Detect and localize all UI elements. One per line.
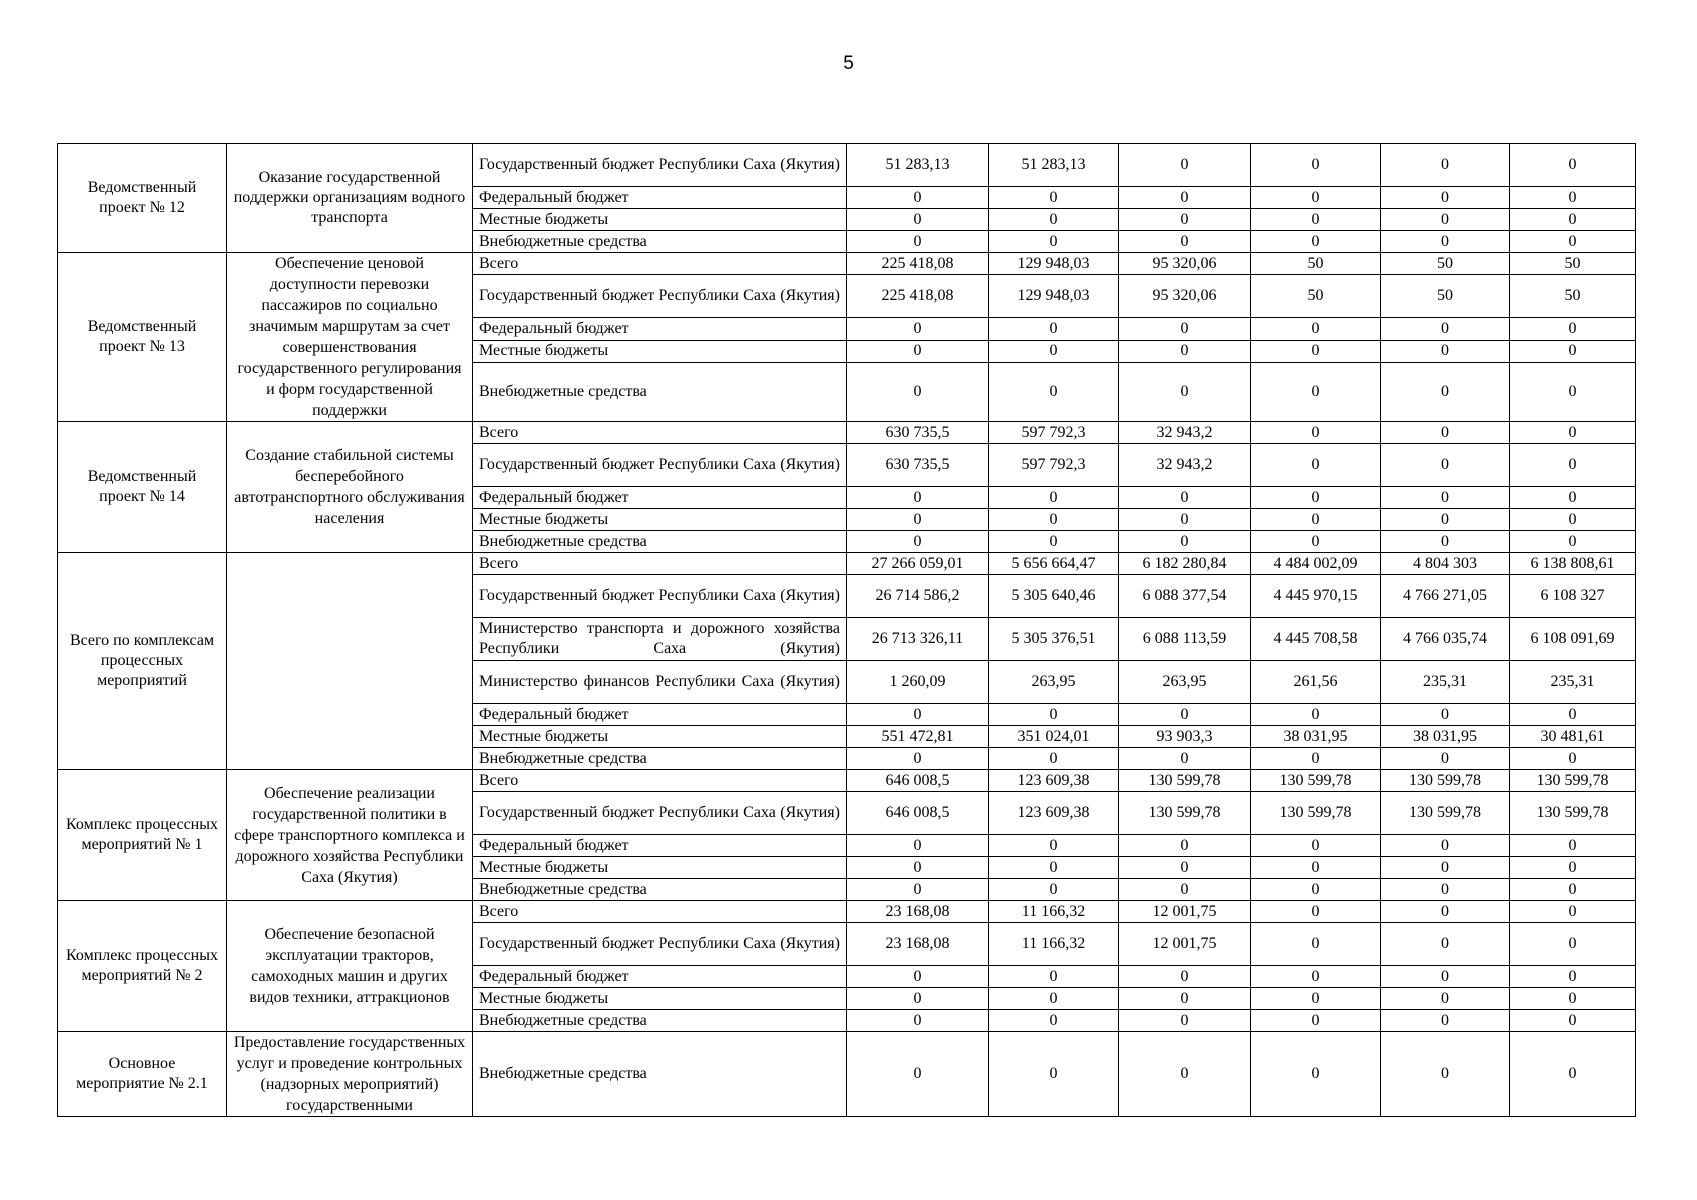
amount-cell: 0	[989, 857, 1119, 879]
amount-cell: 130 599,78	[1510, 792, 1636, 835]
amount-cell: 26 713 326,11	[847, 618, 989, 661]
amount-cell: 0	[1381, 509, 1510, 531]
amount-cell: 95 320,06	[1119, 253, 1251, 275]
amount-cell: 0	[1381, 704, 1510, 726]
amount-cell: 0	[1251, 1010, 1381, 1032]
amount-cell: 0	[989, 487, 1119, 509]
funding-source-cell: Государственный бюджет Республики Саха (Якутия)	[473, 792, 847, 835]
amount-cell: 0	[989, 835, 1119, 857]
amount-cell: 0	[1381, 1010, 1510, 1032]
amount-cell: 0	[989, 509, 1119, 531]
funding-source-cell: Всего	[473, 422, 847, 444]
amount-cell: 130 599,78	[1381, 792, 1510, 835]
amount-cell: 0	[989, 209, 1119, 231]
program-cell: Комплекс процессных мероприятий № 1	[58, 770, 227, 901]
table-row	[58, 144, 1636, 187]
amount-cell: 0	[1510, 966, 1636, 988]
table-row	[58, 422, 1636, 444]
amount-cell: 23 168,08	[847, 901, 989, 923]
amount-cell: 263,95	[989, 661, 1119, 704]
amount-cell: 0	[989, 748, 1119, 770]
amount-cell: 123 609,38	[989, 770, 1119, 792]
amount-cell: 0	[1510, 144, 1636, 187]
amount-cell: 0	[847, 487, 989, 509]
amount-cell: 0	[847, 835, 989, 857]
amount-cell: 0	[1510, 704, 1636, 726]
amount-cell: 6 108 091,69	[1510, 618, 1636, 661]
funding-source-cell: Государственный бюджет Республики Саха (Якутия)	[473, 275, 847, 318]
funding-source-cell: Федеральный бюджет	[473, 704, 847, 726]
amount-cell: 0	[1119, 231, 1251, 253]
amount-cell: 11 166,32	[989, 901, 1119, 923]
amount-cell: 23 168,08	[847, 923, 989, 966]
funding-source-cell: Внебюджетные средства	[473, 531, 847, 553]
amount-cell: 0	[1381, 879, 1510, 901]
amount-cell: 38 031,95	[1381, 726, 1510, 748]
program-name-cell	[227, 553, 473, 770]
amount-cell: 4 766 035,74	[1381, 618, 1510, 661]
amount-cell: 4 484 002,09	[1251, 553, 1381, 575]
funding-source-cell: Всего	[473, 253, 847, 275]
amount-cell: 0	[1251, 422, 1381, 444]
budget-table	[57, 143, 1636, 1117]
amount-cell: 0	[1510, 857, 1636, 879]
amount-cell: 130 599,78	[1381, 770, 1510, 792]
amount-cell: 0	[847, 209, 989, 231]
amount-cell: 0	[1251, 857, 1381, 879]
amount-cell: 0	[1381, 231, 1510, 253]
amount-cell: 0	[1381, 988, 1510, 1010]
amount-cell: 0	[847, 879, 989, 901]
funding-source-cell: Федеральный бюджет	[473, 966, 847, 988]
amount-cell: 50	[1510, 253, 1636, 275]
amount-cell: 4 766 271,05	[1381, 575, 1510, 618]
amount-cell: 0	[989, 187, 1119, 209]
program-cell: Всего по комплексам процессных мероприятий	[58, 553, 227, 770]
amount-cell: 0	[1510, 209, 1636, 231]
amount-cell: 0	[1251, 362, 1381, 421]
table-row	[58, 901, 1636, 923]
amount-cell: 130 599,78	[1251, 770, 1381, 792]
amount-cell: 0	[1251, 487, 1381, 509]
amount-cell: 130 599,78	[1119, 770, 1251, 792]
amount-cell: 0	[847, 704, 989, 726]
amount-cell: 0	[989, 231, 1119, 253]
amount-cell: 11 166,32	[989, 923, 1119, 966]
program-name-cell: Оказание государственной поддержки организациям водного транспорта	[227, 144, 473, 253]
amount-cell: 0	[847, 531, 989, 553]
amount-cell: 123 609,38	[989, 792, 1119, 835]
amount-cell: 0	[1251, 966, 1381, 988]
amount-cell: 32 943,2	[1119, 422, 1251, 444]
amount-cell: 0	[989, 531, 1119, 553]
amount-cell: 0	[1119, 1032, 1251, 1117]
amount-cell: 235,31	[1381, 661, 1510, 704]
amount-cell: 0	[1119, 704, 1251, 726]
amount-cell: 0	[989, 362, 1119, 421]
amount-cell: 0	[847, 187, 989, 209]
funding-source-cell: Министерство финансов Республики Саха (Якутия)	[473, 661, 847, 704]
amount-cell: 0	[1251, 187, 1381, 209]
amount-cell: 0	[847, 748, 989, 770]
amount-cell: 0	[847, 857, 989, 879]
amount-cell: 0	[1381, 209, 1510, 231]
table-row	[58, 553, 1636, 575]
amount-cell: 0	[1381, 923, 1510, 966]
amount-cell: 0	[1381, 901, 1510, 923]
amount-cell: 0	[847, 988, 989, 1010]
amount-cell: 646 008,5	[847, 770, 989, 792]
amount-cell: 0	[989, 879, 1119, 901]
amount-cell: 1 260,09	[847, 661, 989, 704]
amount-cell: 0	[1251, 704, 1381, 726]
amount-cell: 0	[1251, 531, 1381, 553]
amount-cell: 0	[1251, 748, 1381, 770]
funding-source-cell: Всего	[473, 770, 847, 792]
amount-cell: 351 024,01	[989, 726, 1119, 748]
amount-cell: 0	[1381, 748, 1510, 770]
funding-source-cell: Местные бюджеты	[473, 988, 847, 1010]
amount-cell: 597 792,3	[989, 422, 1119, 444]
funding-source-cell: Государственный бюджет Республики Саха (Якутия)	[473, 575, 847, 618]
funding-source-cell: Местные бюджеты	[473, 726, 847, 748]
funding-source-cell: Местные бюджеты	[473, 509, 847, 531]
amount-cell: 0	[1251, 901, 1381, 923]
amount-cell: 225 418,08	[847, 275, 989, 318]
amount-cell: 0	[1119, 857, 1251, 879]
program-name-cell: Обеспечение ценовой доступности перевозки пассажиров по социально значимым маршрутам за счет совершенствования государственного регулирования и форм государственной поддержки	[227, 253, 473, 422]
amount-cell: 0	[1119, 1010, 1251, 1032]
amount-cell: 0	[847, 509, 989, 531]
amount-cell: 0	[1381, 187, 1510, 209]
amount-cell: 4 804 303	[1381, 553, 1510, 575]
funding-source-cell: Федеральный бюджет	[473, 487, 847, 509]
amount-cell: 0	[847, 362, 989, 421]
amount-cell: 5 305 376,51	[989, 618, 1119, 661]
program-cell: Комплекс процессных мероприятий № 2	[58, 901, 227, 1032]
budget-table-body	[58, 144, 1636, 1117]
amount-cell: 0	[1381, 487, 1510, 509]
amount-cell: 597 792,3	[989, 444, 1119, 487]
program-name-cell: Создание стабильной системы бесперебойного автотранспортного обслуживания населения	[227, 422, 473, 553]
funding-source-cell: Министерство транспорта и дорожного хозяйства Республики Саха (Якутия)	[473, 618, 847, 661]
amount-cell: 235,31	[1510, 661, 1636, 704]
amount-cell: 0	[1381, 835, 1510, 857]
amount-cell: 0	[1381, 340, 1510, 362]
amount-cell: 0	[989, 318, 1119, 340]
funding-source-cell: Внебюджетные средства	[473, 362, 847, 421]
amount-cell: 129 948,03	[989, 253, 1119, 275]
amount-cell: 630 735,5	[847, 422, 989, 444]
program-name-cell: Обеспечение безопасной эксплуатации тракторов, самоходных машин и других видов техники, аттракционов	[227, 901, 473, 1032]
amount-cell: 0	[1251, 318, 1381, 340]
amount-cell: 0	[989, 1010, 1119, 1032]
amount-cell: 130 599,78	[1119, 792, 1251, 835]
amount-cell: 95 320,06	[1119, 275, 1251, 318]
amount-cell: 0	[1510, 879, 1636, 901]
amount-cell: 0	[1119, 362, 1251, 421]
amount-cell: 0	[989, 704, 1119, 726]
amount-cell: 0	[1251, 340, 1381, 362]
amount-cell: 6 108 327	[1510, 575, 1636, 618]
amount-cell: 50	[1381, 253, 1510, 275]
table-row	[58, 1032, 1636, 1117]
amount-cell: 12 001,75	[1119, 901, 1251, 923]
program-cell: Ведомственный проект № 12	[58, 144, 227, 253]
funding-source-cell: Внебюджетные средства	[473, 1010, 847, 1032]
amount-cell: 5 656 664,47	[989, 553, 1119, 575]
amount-cell: 130 599,78	[1251, 792, 1381, 835]
amount-cell: 0	[847, 1032, 989, 1117]
amount-cell: 0	[1119, 531, 1251, 553]
amount-cell: 0	[1119, 835, 1251, 857]
amount-cell: 0	[1119, 988, 1251, 1010]
amount-cell: 0	[847, 966, 989, 988]
amount-cell: 0	[1381, 144, 1510, 187]
amount-cell: 263,95	[1119, 661, 1251, 704]
amount-cell: 0	[847, 1010, 989, 1032]
funding-source-cell: Внебюджетные средства	[473, 231, 847, 253]
amount-cell: 6 088 377,54	[1119, 575, 1251, 618]
amount-cell: 646 008,5	[847, 792, 989, 835]
program-cell: Основное мероприятие № 2.1	[58, 1032, 227, 1117]
amount-cell: 93 903,3	[1119, 726, 1251, 748]
funding-source-cell: Местные бюджеты	[473, 857, 847, 879]
amount-cell: 0	[1510, 340, 1636, 362]
amount-cell: 50	[1251, 275, 1381, 318]
amount-cell: 0	[1381, 318, 1510, 340]
funding-source-cell: Местные бюджеты	[473, 340, 847, 362]
amount-cell: 38 031,95	[1251, 726, 1381, 748]
amount-cell: 0	[1119, 879, 1251, 901]
amount-cell: 0	[1381, 966, 1510, 988]
amount-cell: 51 283,13	[847, 144, 989, 187]
amount-cell: 0	[1251, 923, 1381, 966]
amount-cell: 30 481,61	[1510, 726, 1636, 748]
amount-cell: 0	[1251, 144, 1381, 187]
amount-cell: 551 472,81	[847, 726, 989, 748]
amount-cell: 6 138 808,61	[1510, 553, 1636, 575]
table-row	[58, 253, 1636, 275]
amount-cell: 0	[989, 966, 1119, 988]
amount-cell: 0	[1510, 901, 1636, 923]
amount-cell: 32 943,2	[1119, 444, 1251, 487]
funding-source-cell: Государственный бюджет Республики Саха (Якутия)	[473, 144, 847, 187]
amount-cell: 225 418,08	[847, 253, 989, 275]
amount-cell: 0	[1510, 923, 1636, 966]
page-number: 5	[843, 53, 854, 74]
funding-source-cell: Всего	[473, 901, 847, 923]
program-name-cell: Предоставление государственных услуг и проведение контрольных (надзорных мероприятий) государственными	[227, 1032, 473, 1117]
amount-cell: 0	[1510, 531, 1636, 553]
amount-cell: 0	[1119, 966, 1251, 988]
amount-cell: 51 283,13	[989, 144, 1119, 187]
amount-cell: 0	[1119, 318, 1251, 340]
amount-cell: 6 182 280,84	[1119, 553, 1251, 575]
amount-cell: 0	[1251, 1032, 1381, 1117]
amount-cell: 130 599,78	[1510, 770, 1636, 792]
amount-cell: 0	[1510, 487, 1636, 509]
funding-source-cell: Федеральный бюджет	[473, 318, 847, 340]
amount-cell: 0	[1510, 1032, 1636, 1117]
amount-cell: 50	[1381, 275, 1510, 318]
amount-cell: 26 714 586,2	[847, 575, 989, 618]
amount-cell: 0	[989, 340, 1119, 362]
amount-cell: 0	[1510, 231, 1636, 253]
amount-cell: 0	[1510, 444, 1636, 487]
amount-cell: 0	[1251, 209, 1381, 231]
amount-cell: 50	[1251, 253, 1381, 275]
funding-source-cell: Государственный бюджет Республики Саха (Якутия)	[473, 444, 847, 487]
amount-cell: 0	[1510, 1010, 1636, 1032]
amount-cell: 0	[1510, 509, 1636, 531]
amount-cell: 4 445 970,15	[1251, 575, 1381, 618]
amount-cell: 0	[1119, 487, 1251, 509]
table-row	[58, 770, 1636, 792]
amount-cell: 0	[1251, 879, 1381, 901]
amount-cell: 0	[1381, 444, 1510, 487]
amount-cell: 0	[847, 231, 989, 253]
amount-cell: 12 001,75	[1119, 923, 1251, 966]
amount-cell: 0	[1381, 362, 1510, 421]
amount-cell: 0	[847, 340, 989, 362]
amount-cell: 0	[1510, 748, 1636, 770]
amount-cell: 0	[1381, 1032, 1510, 1117]
program-name-cell: Обеспечение реализации государственной политики в сфере транспортного комплекса и дорожного хозяйства Республики Саха (Якутия)	[227, 770, 473, 901]
amount-cell: 0	[1251, 444, 1381, 487]
amount-cell: 0	[1251, 835, 1381, 857]
amount-cell: 0	[989, 1032, 1119, 1117]
program-cell: Ведомственный проект № 13	[58, 253, 227, 422]
amount-cell: 0	[1119, 748, 1251, 770]
funding-source-cell: Местные бюджеты	[473, 209, 847, 231]
amount-cell: 0	[1119, 340, 1251, 362]
funding-source-cell: Всего	[473, 553, 847, 575]
amount-cell: 0	[1510, 187, 1636, 209]
amount-cell: 0	[1510, 988, 1636, 1010]
amount-cell: 0	[1119, 509, 1251, 531]
amount-cell: 0	[1510, 362, 1636, 421]
funding-source-cell: Федеральный бюджет	[473, 835, 847, 857]
funding-source-cell: Внебюджетные средства	[473, 879, 847, 901]
amount-cell: 0	[1119, 144, 1251, 187]
amount-cell: 0	[1381, 531, 1510, 553]
amount-cell: 261,56	[1251, 661, 1381, 704]
amount-cell: 27 266 059,01	[847, 553, 989, 575]
amount-cell: 0	[1251, 231, 1381, 253]
funding-source-cell: Государственный бюджет Республики Саха (Якутия)	[473, 923, 847, 966]
amount-cell: 0	[989, 988, 1119, 1010]
amount-cell: 5 305 640,46	[989, 575, 1119, 618]
amount-cell: 0	[847, 318, 989, 340]
funding-source-cell: Внебюджетные средства	[473, 1032, 847, 1117]
funding-source-cell: Внебюджетные средства	[473, 748, 847, 770]
amount-cell: 0	[1119, 187, 1251, 209]
amount-cell: 0	[1510, 835, 1636, 857]
amount-cell: 0	[1510, 318, 1636, 340]
amount-cell: 4 445 708,58	[1251, 618, 1381, 661]
amount-cell: 50	[1510, 275, 1636, 318]
funding-source-cell: Федеральный бюджет	[473, 187, 847, 209]
amount-cell: 0	[1381, 857, 1510, 879]
amount-cell: 0	[1119, 209, 1251, 231]
amount-cell: 0	[1251, 509, 1381, 531]
program-cell: Ведомственный проект № 14	[58, 422, 227, 553]
amount-cell: 0	[1510, 422, 1636, 444]
amount-cell: 0	[1381, 422, 1510, 444]
amount-cell: 6 088 113,59	[1119, 618, 1251, 661]
amount-cell: 0	[1251, 988, 1381, 1010]
amount-cell: 129 948,03	[989, 275, 1119, 318]
amount-cell: 630 735,5	[847, 444, 989, 487]
